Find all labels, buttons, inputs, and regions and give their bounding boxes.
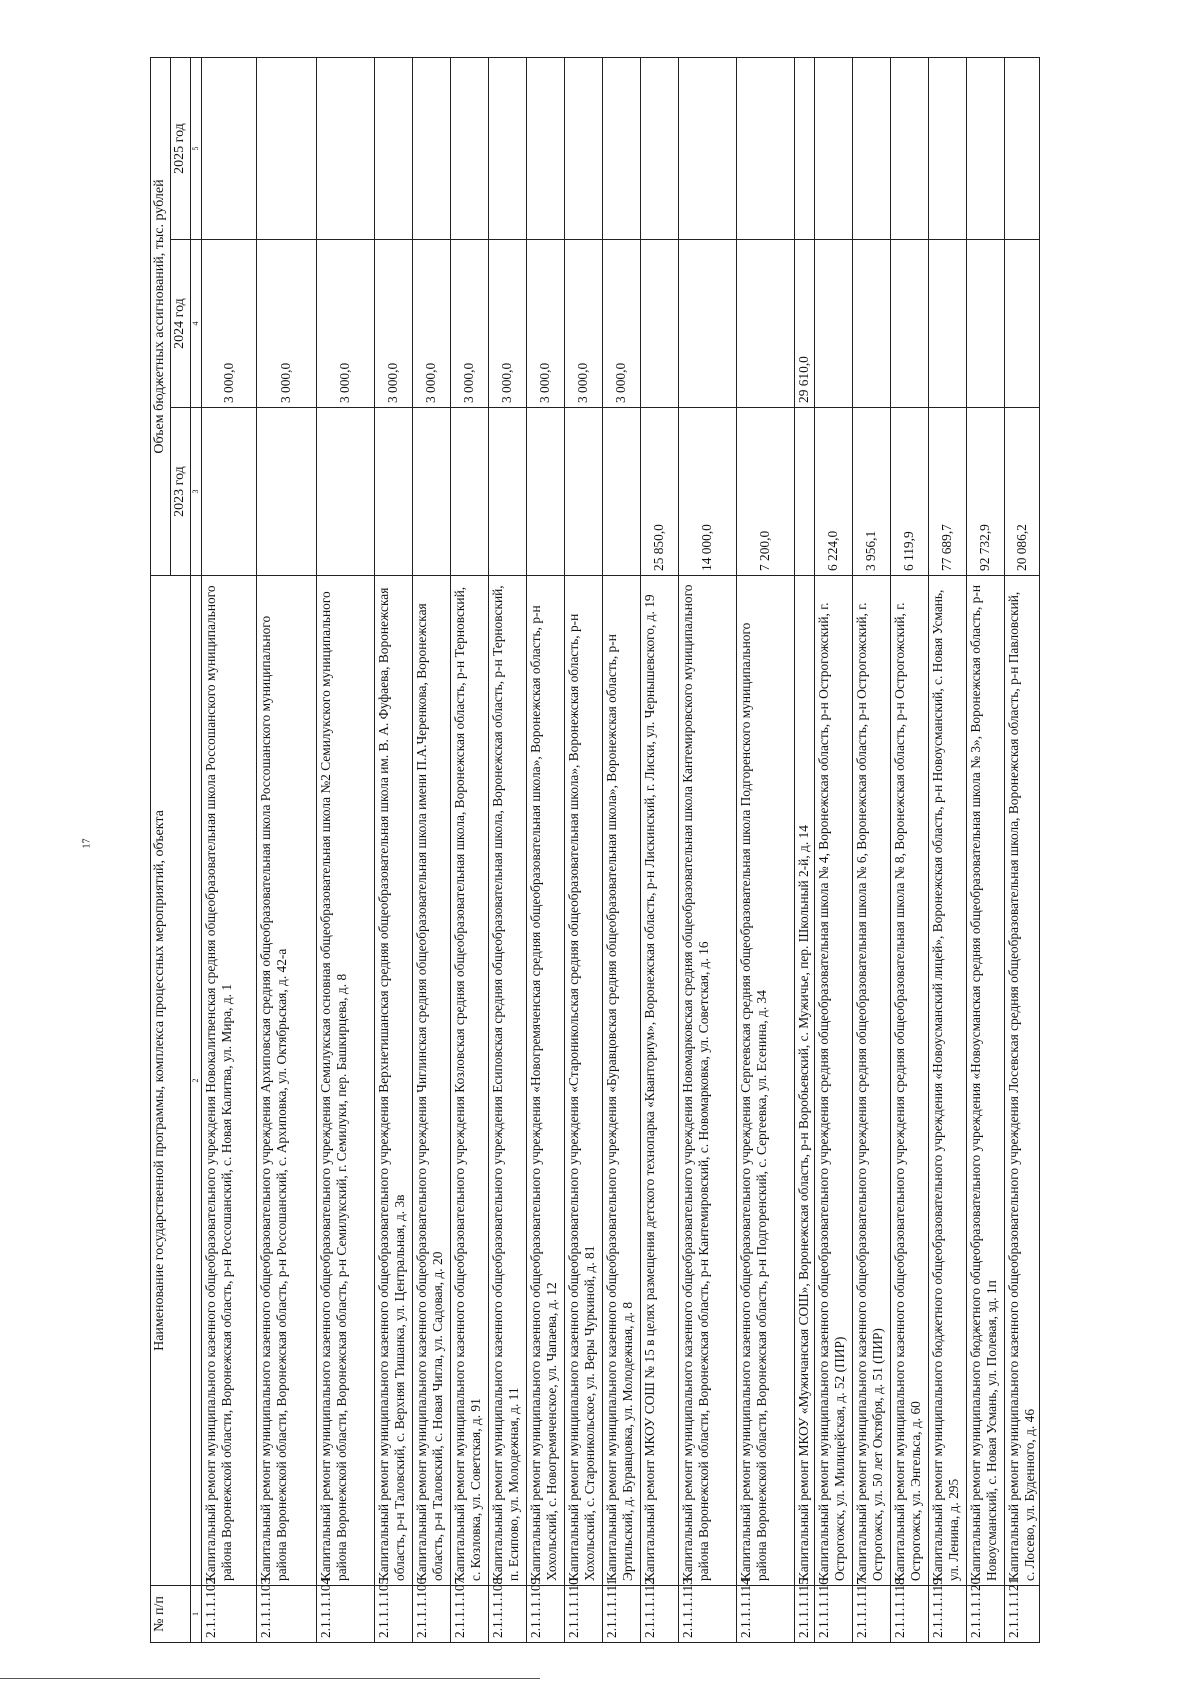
- table-row: [602, 57, 640, 1642]
- value-2025: [640, 57, 678, 239]
- value-2024: 3 000,0: [602, 240, 640, 408]
- table-body: [201, 57, 1039, 1642]
- row-number: 2.1.1.1.110: [564, 1586, 602, 1643]
- object-name: Капитальный ремонт муниципального казенного общеобразовательного учреждения Новокалитвенская средняя общеобразовательная школа Россошанского муниципального района Воронежской области, Воронежская область, р-н Россошанский, с. Новая Калитва, ул. Мира, д. 1: [201, 576, 256, 1586]
- object-name: Капитальный ремонт муниципального бюджетного общеобразовательного учреждения «Новоусманский лицей», Воронежская область, р-н Новоусманский, с. Новая Усмань, ул. Ленина, д. 295: [928, 576, 966, 1586]
- value-2025: [678, 57, 736, 239]
- table-row: [526, 57, 564, 1642]
- value-2025: [794, 57, 814, 239]
- table-row: [1004, 57, 1039, 1642]
- header-2023: 2023 год: [170, 408, 190, 576]
- object-name: Капитальный ремонт муниципального казенного общеобразовательного учреждения средняя общеобразовательная школа № 4, Воронежская область, р-н Острогожский, г. Острогожск, ул. Милицейская, д. 52 (ПИР): [814, 576, 852, 1586]
- table-row: [966, 57, 1004, 1642]
- header-2025: 2025 год: [170, 57, 190, 239]
- header-2024: 2024 год: [170, 240, 190, 408]
- object-name: Капитальный ремонт муниципального казенного общеобразовательного учреждения Лосевская средняя общеобразовательная школа, Воронежская область, р-н Павловский, с. Лосево, ул. Буденного, д. 46: [1004, 576, 1039, 1586]
- value-2024: 29 610,0: [794, 240, 814, 408]
- value-2025: [890, 57, 928, 239]
- value-2025: [966, 57, 1004, 239]
- value-2024: 3 000,0: [201, 240, 256, 408]
- table-row: [890, 57, 928, 1642]
- table-row: [316, 57, 374, 1642]
- value-2025: [374, 57, 412, 239]
- table-row: [201, 57, 256, 1642]
- table-row: [412, 57, 450, 1642]
- value-2025: [256, 57, 316, 239]
- value-2025: [450, 57, 488, 239]
- value-2025: [852, 57, 890, 239]
- header-num: № п/п: [151, 1586, 191, 1643]
- object-name: Капитальный ремонт муниципального казенного общеобразовательного учреждения Новомарковская средняя общеобразовательная школа Кантемировского муниципального района Воронежской области, Воронежская область, р-н Кантемировский, с. Новомарковка, ул. Советская, д. 16: [678, 576, 736, 1586]
- value-2024: 3 000,0: [450, 240, 488, 408]
- value-2023: 6 224,0: [814, 408, 852, 576]
- header-name: Наименование государственной программы, комплекса процессных мероприятий, объекта: [151, 576, 191, 1586]
- row-number: 2.1.1.1.104: [316, 1586, 374, 1643]
- object-name: Капитальный ремонт МКОУ «Мужичанская СОШ», Воронежская область, р-н Воробьевский, с. Мужичье, пер. Школьный 2-й, д. 14: [794, 576, 814, 1586]
- value-2023: 92 732,9: [966, 408, 1004, 576]
- table-row: [814, 57, 852, 1642]
- value-2023: [602, 408, 640, 576]
- table-row: [640, 57, 678, 1642]
- value-2024: [966, 240, 1004, 408]
- header-budget: Объем бюджетных ассигнований, тыс. рублей: [151, 57, 171, 575]
- object-name: Капитальный ремонт муниципального казенного общеобразовательного учреждения средняя общеобразовательная школа № 6, Воронежская область, р-н Острогожский, г. Острогожск, ул. 50 лет Октября, д. 51 (ПИР): [852, 576, 890, 1586]
- value-2023: [201, 408, 256, 576]
- row-number: 2.1.1.1.116: [814, 1586, 852, 1643]
- value-2023: [794, 408, 814, 576]
- value-2023: [256, 408, 316, 576]
- row-number: 2.1.1.1.119: [928, 1586, 966, 1643]
- value-2024: [814, 240, 852, 408]
- value-2025: [736, 57, 794, 239]
- value-2024: 3 000,0: [374, 240, 412, 408]
- page-number: 17: [81, 838, 93, 849]
- value-2025: [814, 57, 852, 239]
- value-2025: [1004, 57, 1039, 239]
- row-number: 2.1.1.1.108: [488, 1586, 526, 1643]
- object-name: Капитальный ремонт муниципального казенного общеобразовательного учреждения Верхнетишанская средняя общеобразовательная школа им. В. А. Фуфаева, Воронежская область, р-н Таловский, с. Верхняя Тишанка, ул. Центральная, д. 3в: [374, 576, 412, 1586]
- table-row: [736, 57, 794, 1642]
- value-2023: [488, 408, 526, 576]
- row-number: 2.1.1.1.107: [450, 1586, 488, 1643]
- object-name: Капитальный ремонт муниципального казенного общеобразовательного учреждения Семилукская основная общеобразовательная школа №2 Семилукского муниципального района Воронежской области, Воронежская область, р-н Семилукский, г. Семилуки, пер. Башкирцева, д. 8: [316, 576, 374, 1586]
- object-name: Капитальный ремонт муниципального казенного общеобразовательного учреждения «Староникольская средняя общеобразовательная школа», Воронежская область, р-н Хохольский, с. Староникольское, ул. Веры Чуркиной, д. 81: [564, 576, 602, 1586]
- value-2025: [564, 57, 602, 239]
- row-number: 2.1.1.1.109: [526, 1586, 564, 1643]
- object-name: Капитальный ремонт муниципального казенного общеобразовательного учреждения «Новогремяченская средняя общеобразовательная школа», Воронежская область, р-н Хохольский, с. Новогремяченское, ул. Чапаева, д. 12: [526, 576, 564, 1586]
- value-2023: 14 000,0: [678, 408, 736, 576]
- object-name: Капитальный ремонт муниципального казенного общеобразовательного учреждения средняя общеобразовательная школа № 8, Воронежская область, р-н Острогожский, г. Острогожск, ул. Энгельса, д. 60: [890, 576, 928, 1586]
- value-2024: [890, 240, 928, 408]
- value-2024: [1004, 240, 1039, 408]
- value-2023: 7 200,0: [736, 408, 794, 576]
- column-index: 5: [190, 57, 201, 239]
- value-2024: 3 000,0: [488, 240, 526, 408]
- rotated-page-content: [150, 58, 1105, 1643]
- object-name: Капитальный ремонт муниципального казенного общеобразовательного учреждения Архиповская средняя общеобразовательная школа Россошанского муниципального района Воронежской области, Воронежская область, р-н Россошанский, с. Архиповка, ул. Октябрьская, д. 42-а: [256, 576, 316, 1586]
- row-number: 2.1.1.1.106: [412, 1586, 450, 1643]
- value-2023: [526, 408, 564, 576]
- object-name: Капитальный ремонт муниципального казенного общеобразовательного учреждения Козловская средняя общеобразовательная школа, Воронежская область, р-н Терновский, с. Козловка, ул. Советская, д. 91: [450, 576, 488, 1586]
- column-index: 3: [190, 408, 201, 576]
- table-row: [450, 57, 488, 1642]
- table-row: [256, 57, 316, 1642]
- value-2025: [488, 57, 526, 239]
- value-2025: [602, 57, 640, 239]
- object-name: Капитальный ремонт муниципального бюджетного общеобразовательного учреждения «Новоусманская средняя общеобразовательная школа № 3», Воронежская область, р-н Новоусманский, с. Новая Усмань, ул. Полевая, зд. 1п: [966, 576, 1004, 1586]
- object-name: Капитальный ремонт муниципального казенного общеобразовательного учреждения Сергеевская средняя общеобразовательная школа Подгоренского муниципального района Воронежской области, Воронежская область, р-н Подгоренский, с. Сергеевка, ул. Есенина, д. 34: [736, 576, 794, 1586]
- value-2025: [928, 57, 966, 239]
- value-2023: 77 689,7: [928, 408, 966, 576]
- value-2023: 3 956,1: [852, 408, 890, 576]
- bottom-scan-rule: [0, 1678, 540, 1679]
- value-2023: [374, 408, 412, 576]
- column-index: 1: [190, 1586, 201, 1643]
- value-2025: [412, 57, 450, 239]
- value-2024: 3 000,0: [564, 240, 602, 408]
- row-number: 2.1.1.1.111: [602, 1586, 640, 1643]
- row-number: 2.1.1.1.117: [852, 1586, 890, 1643]
- row-number: 2.1.1.1.120: [966, 1586, 1004, 1643]
- value-2024: 3 000,0: [256, 240, 316, 408]
- table-row: [852, 57, 890, 1642]
- table-row: [928, 57, 966, 1642]
- column-index: 4: [190, 240, 201, 408]
- row-number: 2.1.1.1.114: [736, 1586, 794, 1643]
- value-2024: 3 000,0: [526, 240, 564, 408]
- value-2023: [412, 408, 450, 576]
- value-2023: 6 119,9: [890, 408, 928, 576]
- row-number: 2.1.1.1.121: [1004, 1586, 1039, 1643]
- value-2025: [316, 57, 374, 239]
- table-row: [678, 57, 736, 1642]
- value-2024: [736, 240, 794, 408]
- row-number: 2.1.1.1.115: [794, 1586, 814, 1643]
- value-2024: [928, 240, 966, 408]
- object-name: Капитальный ремонт муниципального казенного общеобразовательного учреждения «Буравцовская средняя общеобразовательная школа», Воронежская область, р-н Эртильский, д. Буравцовка, ул. Молодежная, д. 8: [602, 576, 640, 1586]
- value-2024: 3 000,0: [412, 240, 450, 408]
- row-number: 2.1.1.1.113: [678, 1586, 736, 1643]
- budget-table: [150, 57, 1040, 1643]
- column-index: 2: [190, 576, 201, 1586]
- object-name: Капитальный ремонт МКОУ СОШ № 15 в целях размещения детского технопарка «Кванториум», Воронежская область, р-н Лискинский, г. Лиски, ул. Чернышевского, д. 19: [640, 576, 678, 1586]
- table-row: [564, 57, 602, 1642]
- table-row: [794, 57, 814, 1642]
- object-name: Капитальный ремонт муниципального казенного общеобразовательного учреждения Чиглинская средняя общеобразовательная школа имени П.А.Черенкова, Воронежская область, р-н Таловский, с. Новая Чигла, ул. Садовая, д. 20: [412, 576, 450, 1586]
- row-number: 2.1.1.1.105: [374, 1586, 412, 1643]
- value-2024: [678, 240, 736, 408]
- value-2023: [564, 408, 602, 576]
- table-row: [488, 57, 526, 1642]
- value-2025: [201, 57, 256, 239]
- row-number: 2.1.1.1.102: [201, 1586, 256, 1643]
- row-number: 2.1.1.1.103: [256, 1586, 316, 1643]
- value-2023: 25 850,0: [640, 408, 678, 576]
- value-2023: 20 086,2: [1004, 408, 1039, 576]
- table-row: [374, 57, 412, 1642]
- row-number: 2.1.1.1.118: [890, 1586, 928, 1643]
- value-2025: [526, 57, 564, 239]
- object-name: Капитальный ремонт муниципального казенного общеобразовательного учреждения Есиповская средняя общеобразовательная школа, Воронежская область, р-н Терновский, п. Есипово, ул. Молодежная, д. 11: [488, 576, 526, 1586]
- value-2023: [450, 408, 488, 576]
- value-2024: [852, 240, 890, 408]
- value-2024: [640, 240, 678, 408]
- column-index-row: [190, 57, 201, 1642]
- row-number: 2.1.1.1.112: [640, 1586, 678, 1643]
- value-2023: [316, 408, 374, 576]
- value-2024: 3 000,0: [316, 240, 374, 408]
